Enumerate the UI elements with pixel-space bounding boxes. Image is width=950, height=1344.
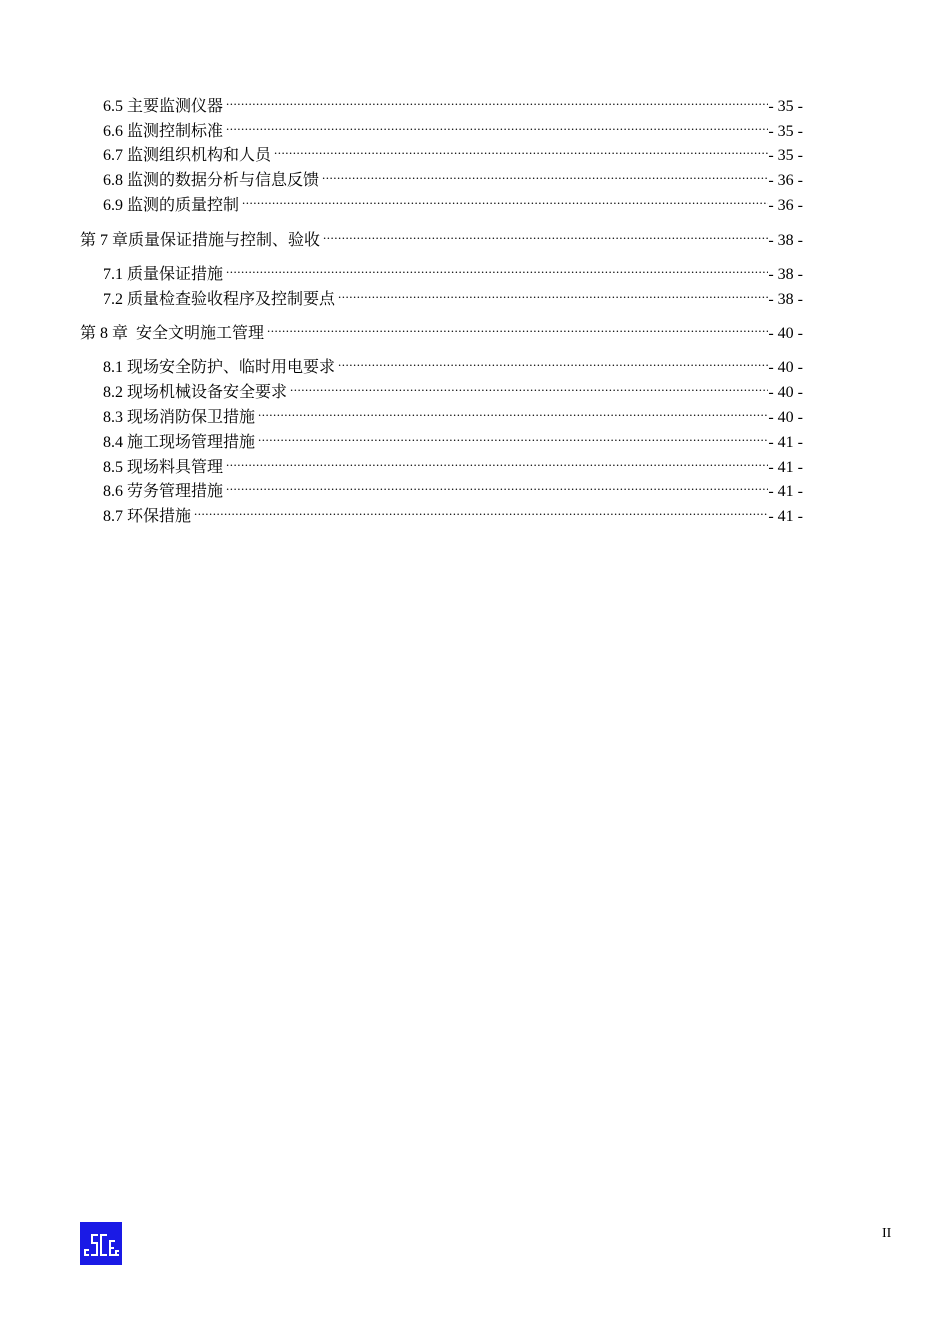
toc-entry-page: - 40 - [768,384,803,401]
dot-leader [274,135,768,160]
toc-entry-chapter-8[interactable] [80,313,803,342]
toc-entry-label: 第 7 章质量保证措施与控制、验收 [80,232,321,249]
toc-entry-page: - 38 - [768,232,803,249]
toc-entry-7-2[interactable] [103,279,803,308]
toc-entry-8-1[interactable] [103,347,803,376]
toc-entry-6-6[interactable] [103,111,803,140]
toc-entry-8-5[interactable] [103,447,803,476]
toc-entry-label: 8.7 环保措施 [103,508,192,525]
toc-entry-page: - 40 - [768,325,803,342]
dot-leader [267,313,768,338]
toc-entry-page: - 41 - [768,459,803,476]
dot-leader [322,160,768,185]
page-number: II [882,1226,892,1241]
toc-entry-page: - 36 - [768,172,803,189]
toc-entry-label: 6.7 监测组织机构和人员 [103,147,272,164]
toc-entry-6-9[interactable] [103,185,803,214]
dot-leader [226,86,768,111]
toc-entry-page: - 41 - [768,483,803,500]
toc-entry-label: 7.2 质量检查验收程序及控制要点 [103,291,336,308]
toc-entry-page: - 40 - [768,409,803,426]
toc-entry-page: - 36 - [768,197,803,214]
dot-leader [258,422,768,447]
toc-entry-page: - 35 - [768,98,803,115]
toc-entry-6-8[interactable] [103,160,803,189]
dot-leader [338,279,768,304]
toc-entry-8-7[interactable] [103,496,803,525]
dot-leader [194,496,768,521]
toc-entry-8-3[interactable] [103,397,803,426]
dot-leader [290,372,768,397]
toc-entry-label: 8.2 现场机械设备安全要求 [103,384,288,401]
toc-entry-label: 8.4 施工现场管理措施 [103,434,256,451]
toc-entry-7-1[interactable] [103,254,803,283]
dot-leader [226,447,768,472]
toc-entry-page: - 38 - [768,266,803,283]
toc-entry-6-5[interactable] [103,86,803,115]
dot-leader [226,254,768,279]
toc-entry-8-6[interactable] [103,471,803,500]
toc-entry-label: 6.5 主要监测仪器 [103,98,224,115]
toc-entry-page: - 35 - [768,123,803,140]
cscec-logo-icon [80,1222,122,1265]
toc-entry-8-4[interactable] [103,422,803,451]
toc-entry-label: 第 8 章 安全文明施工管理 [80,325,265,342]
toc-entry-label: 8.5 现场料具管理 [103,459,224,476]
toc-entry-label: 8.1 现场安全防护、临时用电要求 [103,359,336,376]
toc-entry-page: - 41 - [768,508,803,525]
toc-entry-label: 7.1 质量保证措施 [103,266,224,283]
cscec-logo [80,1222,122,1265]
toc-entry-chapter-7[interactable] [80,220,803,249]
toc-entry-label: 6.9 监测的质量控制 [103,197,240,214]
toc-entry-label: 8.6 劳务管理措施 [103,483,224,500]
dot-leader [242,185,768,210]
toc-entry-label: 8.3 现场消防保卫措施 [103,409,256,426]
toc-entry-page: - 35 - [768,147,803,164]
toc-entry-6-7[interactable] [103,135,803,164]
toc-entry-page: - 41 - [768,434,803,451]
dot-leader [226,111,768,136]
toc-entry-label: 6.6 监测控制标准 [103,123,224,140]
toc-entry-label: 6.8 监测的数据分析与信息反馈 [103,172,320,189]
toc-entry-page: - 38 - [768,291,803,308]
toc-entry-page: - 40 - [768,359,803,376]
dot-leader [338,347,768,372]
toc-entry-8-2[interactable] [103,372,803,401]
dot-leader [323,220,768,245]
dot-leader [226,471,768,496]
dot-leader [258,397,768,422]
